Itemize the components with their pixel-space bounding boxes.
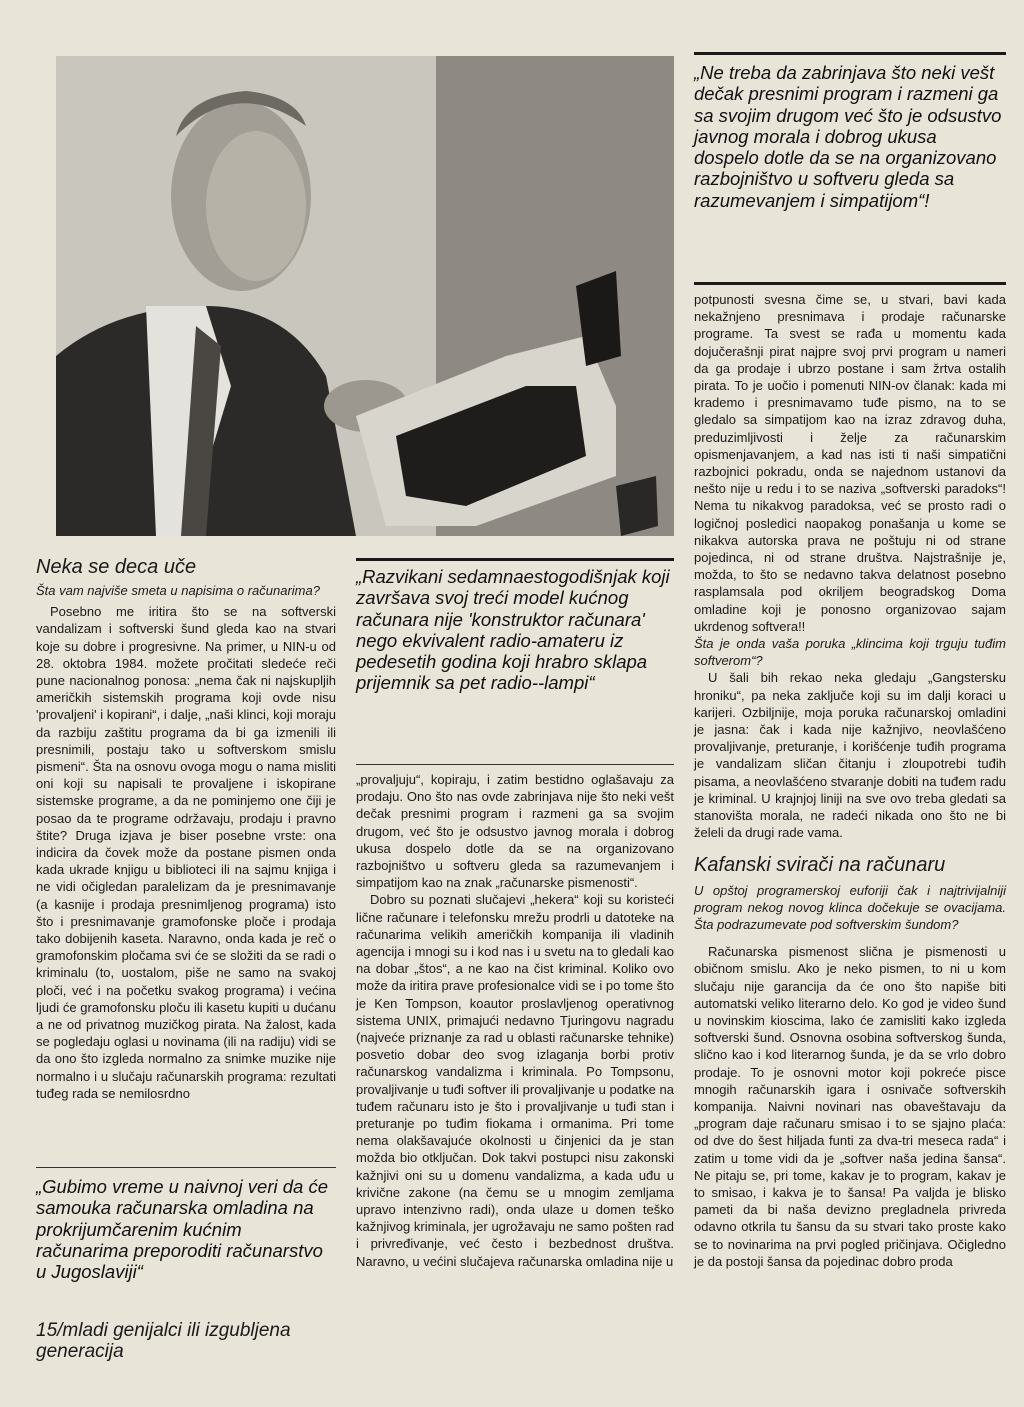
- divider: [356, 558, 674, 561]
- body-paragraph: Posebno me iritira što se na softverski vandalizam i softverski šund gleda kao na stvari koje su dobre i progresivne. Na primer, u NIN-u od 28. oktobra 1984. možete pročitati sledeće reči pune nacionalnog ponosa: „nema čak ni najskupljih američkih sistemskih programa koji ovde nisu 'provaljeni' i kopirani“, i dalje, „naši klinci, koji moraju da razbiju zaštitu programa da bi ga izmenili ili presnimili, postaju tako u softverskom smislu pismeni“. Šta na osnovu ovoga mogu o nama misliti oni koji su napisali te provaljene i iskopirane sistemske programe, a da ne pominjemo one čiji je posao da te programe održavaju, prodaju i pravno štite? Druga izjava je biser posebne vrste: ona indicira da čovek može da postane pismen onda kada ukrade knjigu u biblioteci ili na sajmu knjiga i ne vidi očigledan paralelizam da je presnimavanje (a kasnije i prodaja presnimljenog programa) isto što i presnimavanje gramofonske ploče i prodaja tako dobijenih kaseta. Naravno, onda kada je reč o gramofonskim pločama svi će se složiti da se radi o kriminalu (to, uostalom, piše ne samo na svakoj ploči, već i na početku svakog programa) i većina ljudi će gramofonsku ploču ili kasetu kupiti u dućanu a ne od privatnog muzičkog pirata. Na žalost, kada se pogledaju oglasi u novinama (ili na radiju) vidi se da ono što izgleda normalno za snimke muzike nije normalno i u slučaju računarskih programa: rezultati tuđeg rada se nemilosrdno: [36, 604, 336, 1101]
- body-paragraph: Dobro su poznati slučajevi „hekera“ koji su koristeći lične računare i telefonsku mrežu prodrli u datoteke na računarima velikih američkih kompanija ili vladinih agencija i mnogi su i kod nas i u svetu na to gledali kao na dobar „štos“, a ne kao na čist kriminal. Koliko ovo može da iritira prave profesionalce vidi se i po tome što je Ken Tompson, koautor proslavljenog operativnog sistema UNIX, primajući nedavno Tjuringovu nagradu (najveće priznanje za rad u oblasti računarske tehnike) posvetio dobar deo svog izlaganja borbi protiv računarskog vandalizma i kriminala. Po Tompsonu, provaljivanje u tuđi softver ili provaljivanje u podatke na tuđem računaru isto je što i provaljivanje u tuđi stan i preturanje po tuđim fiokama i ormanima. Pri tome nema olakšavajuće okolnosti u činjenici da je stan možda bio otključan. Dok takvi postupci nisu zakonski kažnjivi oni su u domenu vandalizma, a kada uđu u krivične zakone (na čemu se u mnogim zemljama upravo intenzivno radi), onda ulaze u domen teško kažnjivog kriminala, jer ugrožavaju ne samo pošten rad i privređivanje, već često i bezbednost društva. Naravno, u većini slučajeva računarska omladina nije u: [356, 892, 674, 1269]
- middle-column: [356, 771, 674, 1270]
- right-pull-quote: [694, 62, 1006, 211]
- section-heading: Kafanski svirači na računaru: [694, 853, 946, 876]
- page-footer: 15/mladi genijalci ili izgubljena generacija: [36, 1320, 291, 1362]
- portrait-photo: [56, 56, 674, 536]
- left-pull-quote: [36, 1176, 336, 1282]
- divider: [36, 1167, 336, 1168]
- divider: [694, 52, 1006, 55]
- body-paragraph: „provaljuju“, kopiraju, i zatim bestidno oglašavaju za prodaju. Ono što nas ovde zabrinjava nije što neki vešt dečak presnimi program i razmeni ga sa svojim drugom, već što je odsustvo javnog morala i dobrog ukusa dospelo dotle da se na organizovano razbojništvo u softveru gleda sa razumevanjem i simpatijom kao na znak „računarske pismenosti“.: [356, 772, 674, 891]
- pull-quote-text: „Ne treba da zabrinjava što neki vešt dečak presnimi program i razmeni ga sa svojim drugom već što je odsustvo javnog morala i dobrog ukusa dospelo dotle da se na organizovano razbojništvo u softveru gleda sa razumevanjem i simpatijom“!: [694, 62, 1002, 211]
- right-column: [694, 291, 1006, 1270]
- left-column: [36, 556, 336, 1102]
- portrait-photo-icon: [56, 56, 674, 536]
- body-paragraph: U šali bih rekao neka gledaju „Gangstersku hroniku“, pa neka zaključe koji su im dalji koraci u karijeri. Ozbiljnije, moja poruka računarskoj omladini je jasna: čak i kada nije kažnjivo, neovlašćeno provaljivanje, preturanje, i korišćenje tuđih programa je vandalizam sličan čitanju i zloupotrebi tuđih pisama, a neovlašćeno stvaranje dobiti na tuđem radu je kriminal. U krajnjoj liniji na sve ovo treba gledati sa stanovišta morala, ne radeći nikada ono što ne bi želeli da drugi rade vama.: [694, 670, 1006, 841]
- middle-pull-quote: [356, 566, 674, 694]
- pull-quote-text: „Gubimo vreme u naivnoj veri da će samouka računarska omladina na prokrijumčarenim kućnim računarima preporoditi računarstvo u Jugoslaviji“: [36, 1176, 329, 1283]
- divider: [694, 282, 1006, 285]
- body-paragraph: Računarska pismenost slična je pismenosti u običnom smislu. Ako je neko pismen, to ni u kom slučaju nije garancija da će ono što napiše biti automatski veliko literarno delo. Ko god je video šund u novinskim kioscima, lako će zamisliti kako izgleda softverski šund. Osnovna osobina softverskog šunda, slično kao i kod literarnog šunda, je da se vrlo dobro prodaje. To je osnovni motor koji pokreće pisce mnogih računarskih igara i osnivače softverskih kompanija. Naivni novinari nas obaveštavaju da „program daje računaru smisao i to se sjajno plaća: od dve do šest hiljada funti za dva-tri meseca rada“ i zatim u tome vidi da je „softver naša jedina šansa“. Ne pitaju se, pri tome, kakav je to program, kakav je to smisao, i kakva je to šansa! Pa valjda je blisko pameti da bi naša devizno pregladnela privreda odavno otkrila tu šansu da su stvari tako proste kako se to novinarima na prvi pogled pričinjava. Očigledno je da postoji šansa da pojedinac dobro proda: [694, 944, 1006, 1269]
- interview-question: Šta vam najviše smeta u napisima o računarima?: [36, 583, 320, 598]
- body-paragraph: potpunosti svesna čime se, u stvari, bavi kada nekažnjeno presnimava i prodaje računarske programe. Ta svest se rađa u momentu kada dojučerašnji pirat najpre svoj prvi program u nameri da ga prodaje i ubrzo postane i sam žrtva ostalih pirata. To je uočio i pomenuti NIN-ov članak: kada mi krademo i presnimavamo tuđe pismo, na to se gledalo sa simpatijom kao na izraz zdravog duha, preduzimljivosti i želje za računarskim opismenjavanjem, a kad nas isti ti naši simpatični razbojnici pokradu, onda se najednom ustanovi da nešto nije u redu i to se naziva „softverski paradoks“! Nema tu nikakvog paradoksa, već se prosto radi o logičnoj posledici naopakog ponašanja u kome se nikakva autorska prava ne poštuju ni od strane pojedinca, ni od strane društva. Najstrašnije je, možda, to što se nedavno takva delatnost posebno rasplamsala pod okriljem beogradskog Doma omladine koji je ponosno organizovao sajam ukrdenog softvera!!: [694, 292, 1006, 634]
- interview-question: Šta je onda vaša poruka „klincima koji trguju tuđim softverom“?: [694, 636, 1006, 669]
- divider: [356, 764, 674, 765]
- interview-question: U opštoj programerskoj euforiji čak i najtrivijalniji program nekog novog klinca dočekuje se ovacijama. Šta podrazumevate pod softverskim šundom?: [694, 882, 1006, 932]
- pull-quote-text: „Razvikani sedamnaestogodišnjak koji završava svoj treći model kućnog računara nije 'konstruktor računara' nego ekvivalent radio-amateru iz pedesetih godina koji hrabro sklapa prijemnik sa pet radio--lampi“: [356, 566, 670, 694]
- section-heading: Neka se deca uče: [36, 556, 197, 578]
